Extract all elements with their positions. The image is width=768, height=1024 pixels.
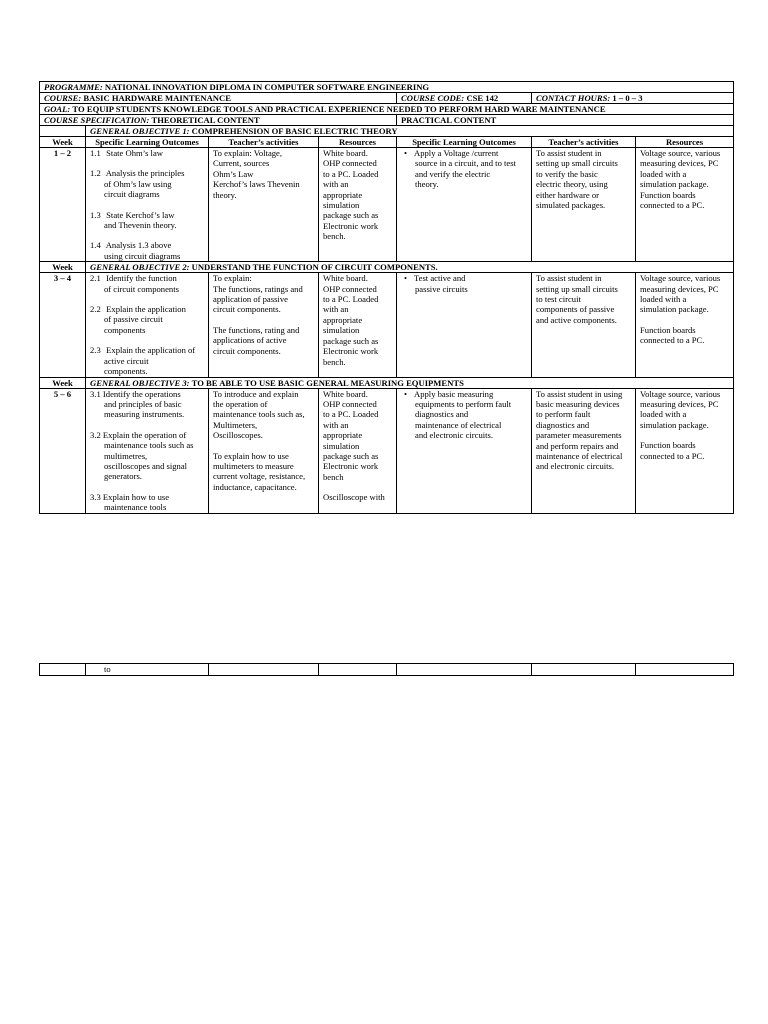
- outcome-item: 2.2 Explain the application: [90, 304, 186, 315]
- objective-2-row: [40, 262, 734, 273]
- col-week: Week: [40, 137, 86, 148]
- practical-resources-cell: Voltage source, various measuring devices, PC loaded with a simulation package. Function boards connected to a PC.: [636, 273, 734, 377]
- section-3-row: [40, 388, 734, 513]
- course-code-label: COURSE CODE:: [401, 93, 465, 103]
- outcome-item: 1.3 State Kerchof’s law: [90, 209, 175, 220]
- outcomes-cell: 2.1 Identify the function of circuit components 2.2 Explain the application of passive circuit components 2.3 Explain the application of active circuit components.: [86, 273, 209, 377]
- week-label: Week: [40, 262, 86, 273]
- outcome-item: 2.3 Explain the application of: [90, 345, 196, 356]
- practical-outcomes-cell: • Test active and passive circuits: [397, 273, 532, 377]
- practical-outcomes-cell: • Apply a Voltage /current source in a circuit, and to test and verify the electric theory.: [397, 148, 532, 262]
- outcome-item: 3.2 Explain the operation of: [90, 429, 187, 440]
- goal-row: [40, 104, 734, 115]
- outcome-item: 1.4 Analysis 1.3 above: [90, 240, 172, 251]
- teacher-cell: To introduce and explain the operation of maintenance tools such as, Multimeters, Oscilloscopes. To explain how to use multimeters to measure current voltage, resistance, inductance, capacitance.: [209, 388, 319, 513]
- continuation-text: to: [104, 664, 111, 674]
- col-practical-outcomes: Specific Learning Outcomes: [397, 137, 532, 148]
- contact-hours-label: CONTACT HOURS:: [536, 93, 611, 103]
- objective-2-text: UNDERSTAND THE FUNCTION OF CIRCUIT COMPONENTS.: [191, 262, 438, 273]
- practical-teacher-cell: To assist student in setting up small circuits to test circuit components of passive and active components.: [532, 273, 636, 377]
- resources-cell: White board. OHP connected to a PC. Loaded with an appropriate simulation package such as Electronic work bench.: [319, 148, 397, 262]
- week-3-4: 3 – 4: [40, 273, 86, 377]
- week-label: Week: [40, 377, 86, 388]
- course-schedule-table: [39, 81, 734, 514]
- objective-1-text: COMPREHENSION OF BASIC ELECTRIC THEORY: [191, 126, 398, 136]
- practical-teacher-cell: To assist student in using basic measuring devices to perform fault diagnostics and parameter measurements and perform repairs and maintenance of electrical and electronic circuits.: [532, 388, 636, 513]
- continuation-table: [39, 663, 734, 676]
- outcome-item: 2.1 Identify the function: [90, 273, 177, 284]
- col-practical-teacher: Teacher’s activities: [532, 137, 636, 148]
- programme-value: NATIONAL INNOVATION DIPLOMA IN COMPUTER SOFTWARE ENGINEERING: [104, 82, 430, 92]
- outcomes-cell: 3.1 Identify the operations and principles of basic measuring instruments. 3.2 Explain the operation of maintenance tools such as multimetres, oscilloscopes and signal generators. 3.3 Explain how to use maintenance tools: [86, 388, 209, 513]
- col-outcomes: Specific Learning Outcomes: [86, 137, 209, 148]
- specification-value: THEORETICAL CONTENT: [151, 115, 260, 125]
- objective-1-label: GENERAL OBJECTIVE 1:: [90, 126, 190, 136]
- resources-cell: White board. OHP connected to a PC. Loaded with an appropriate simulation package such as Electronic work bench Oscilloscope with: [319, 388, 397, 513]
- practical-teacher-cell: To assist student in setting up small circuits to verify the basic electric theory, using either hardware or simulated packages.: [532, 148, 636, 262]
- practical-content-label: PRACTICAL CONTENT: [401, 115, 497, 125]
- teacher-cell: To explain: Voltage, Current, sources Ohm’s Law Kerchof’s laws Thevenin theory.: [209, 148, 319, 262]
- week-5-6: 5 – 6: [40, 388, 86, 513]
- resources-cell: White board. OHP connected to a PC. Loaded with an appropriate simulation package such as Electronic work bench.: [319, 273, 397, 377]
- outcome-item: 1.1 State Ohm’s law: [90, 148, 163, 158]
- outcome-item: 3.1 Identify the operations: [90, 388, 181, 399]
- specification-label: COURSE SPECIFICATION:: [44, 115, 150, 125]
- goal-value: TO EQUIP STUDENTS KNOWLEDGE TOOLS AND PRACTICAL EXPERIENCE NEEDED TO PERFORM HARD WARE MAINTENANCE: [72, 104, 606, 114]
- outcomes-cell: 1.1 State Ohm’s law 1.2 Analysis the principles of Ohm’s law using circuit diagrams 1.3 State Kerchof’s law and Thevenin theory. 1.4 Analysis 1.3 above using circuit diagrams: [86, 148, 209, 262]
- section-2-row: [40, 273, 734, 377]
- course-code-value: CSE 142: [466, 93, 499, 103]
- outcome-item: 3.3 Explain how to use: [90, 491, 170, 502]
- objective-2-label: GENERAL OBJECTIVE 2:: [90, 262, 190, 273]
- objective-3-row: [40, 377, 734, 388]
- objective-3-label: GENERAL OBJECTIVE 3:: [90, 377, 190, 388]
- section-1-row: [40, 148, 734, 262]
- continuation-row: [40, 664, 734, 676]
- programme-label: PROGRAMME:: [44, 82, 103, 92]
- col-teacher: Teacher’s activities: [209, 137, 319, 148]
- practical-resources-cell: Voltage source, various measuring devices, PC loaded with a simulation package. Function boards connected to a PC.: [636, 148, 734, 262]
- specification-row: [40, 115, 734, 126]
- course-label: COURSE:: [44, 93, 82, 103]
- week-1-2: 1 – 2: [40, 148, 86, 262]
- practical-resources-cell: Voltage source, various measuring devices, PC loaded with a simulation package. Function boards connected to a PC.: [636, 388, 734, 513]
- objective-1-row: [40, 126, 734, 137]
- column-header-row: [40, 137, 734, 148]
- goal-label: GOAL:: [44, 104, 71, 114]
- course-row: [40, 93, 734, 104]
- outcome-item: 1.2 Analysis the principles: [90, 168, 185, 179]
- col-practical-resources: Resources: [636, 137, 734, 148]
- objective-3-text: TO BE ABLE TO USE BASIC GENERAL MEASURING EQUIPMENTS: [191, 377, 464, 388]
- course-value: BASIC HARDWARE MAINTENANCE: [83, 93, 231, 103]
- contact-hours-value: 1 – 0 – 3: [612, 93, 643, 103]
- teacher-cell: To explain: The functions, ratings and application of passive circuit components. The functions, rating and applications of active circuit components.: [209, 273, 319, 377]
- col-resources: Resources: [319, 137, 397, 148]
- programme-row: [40, 82, 734, 93]
- practical-outcomes-cell: • Apply basic measuring equipments to perform fault diagnostics and maintenance of electrical and electronic circuits.: [397, 388, 532, 513]
